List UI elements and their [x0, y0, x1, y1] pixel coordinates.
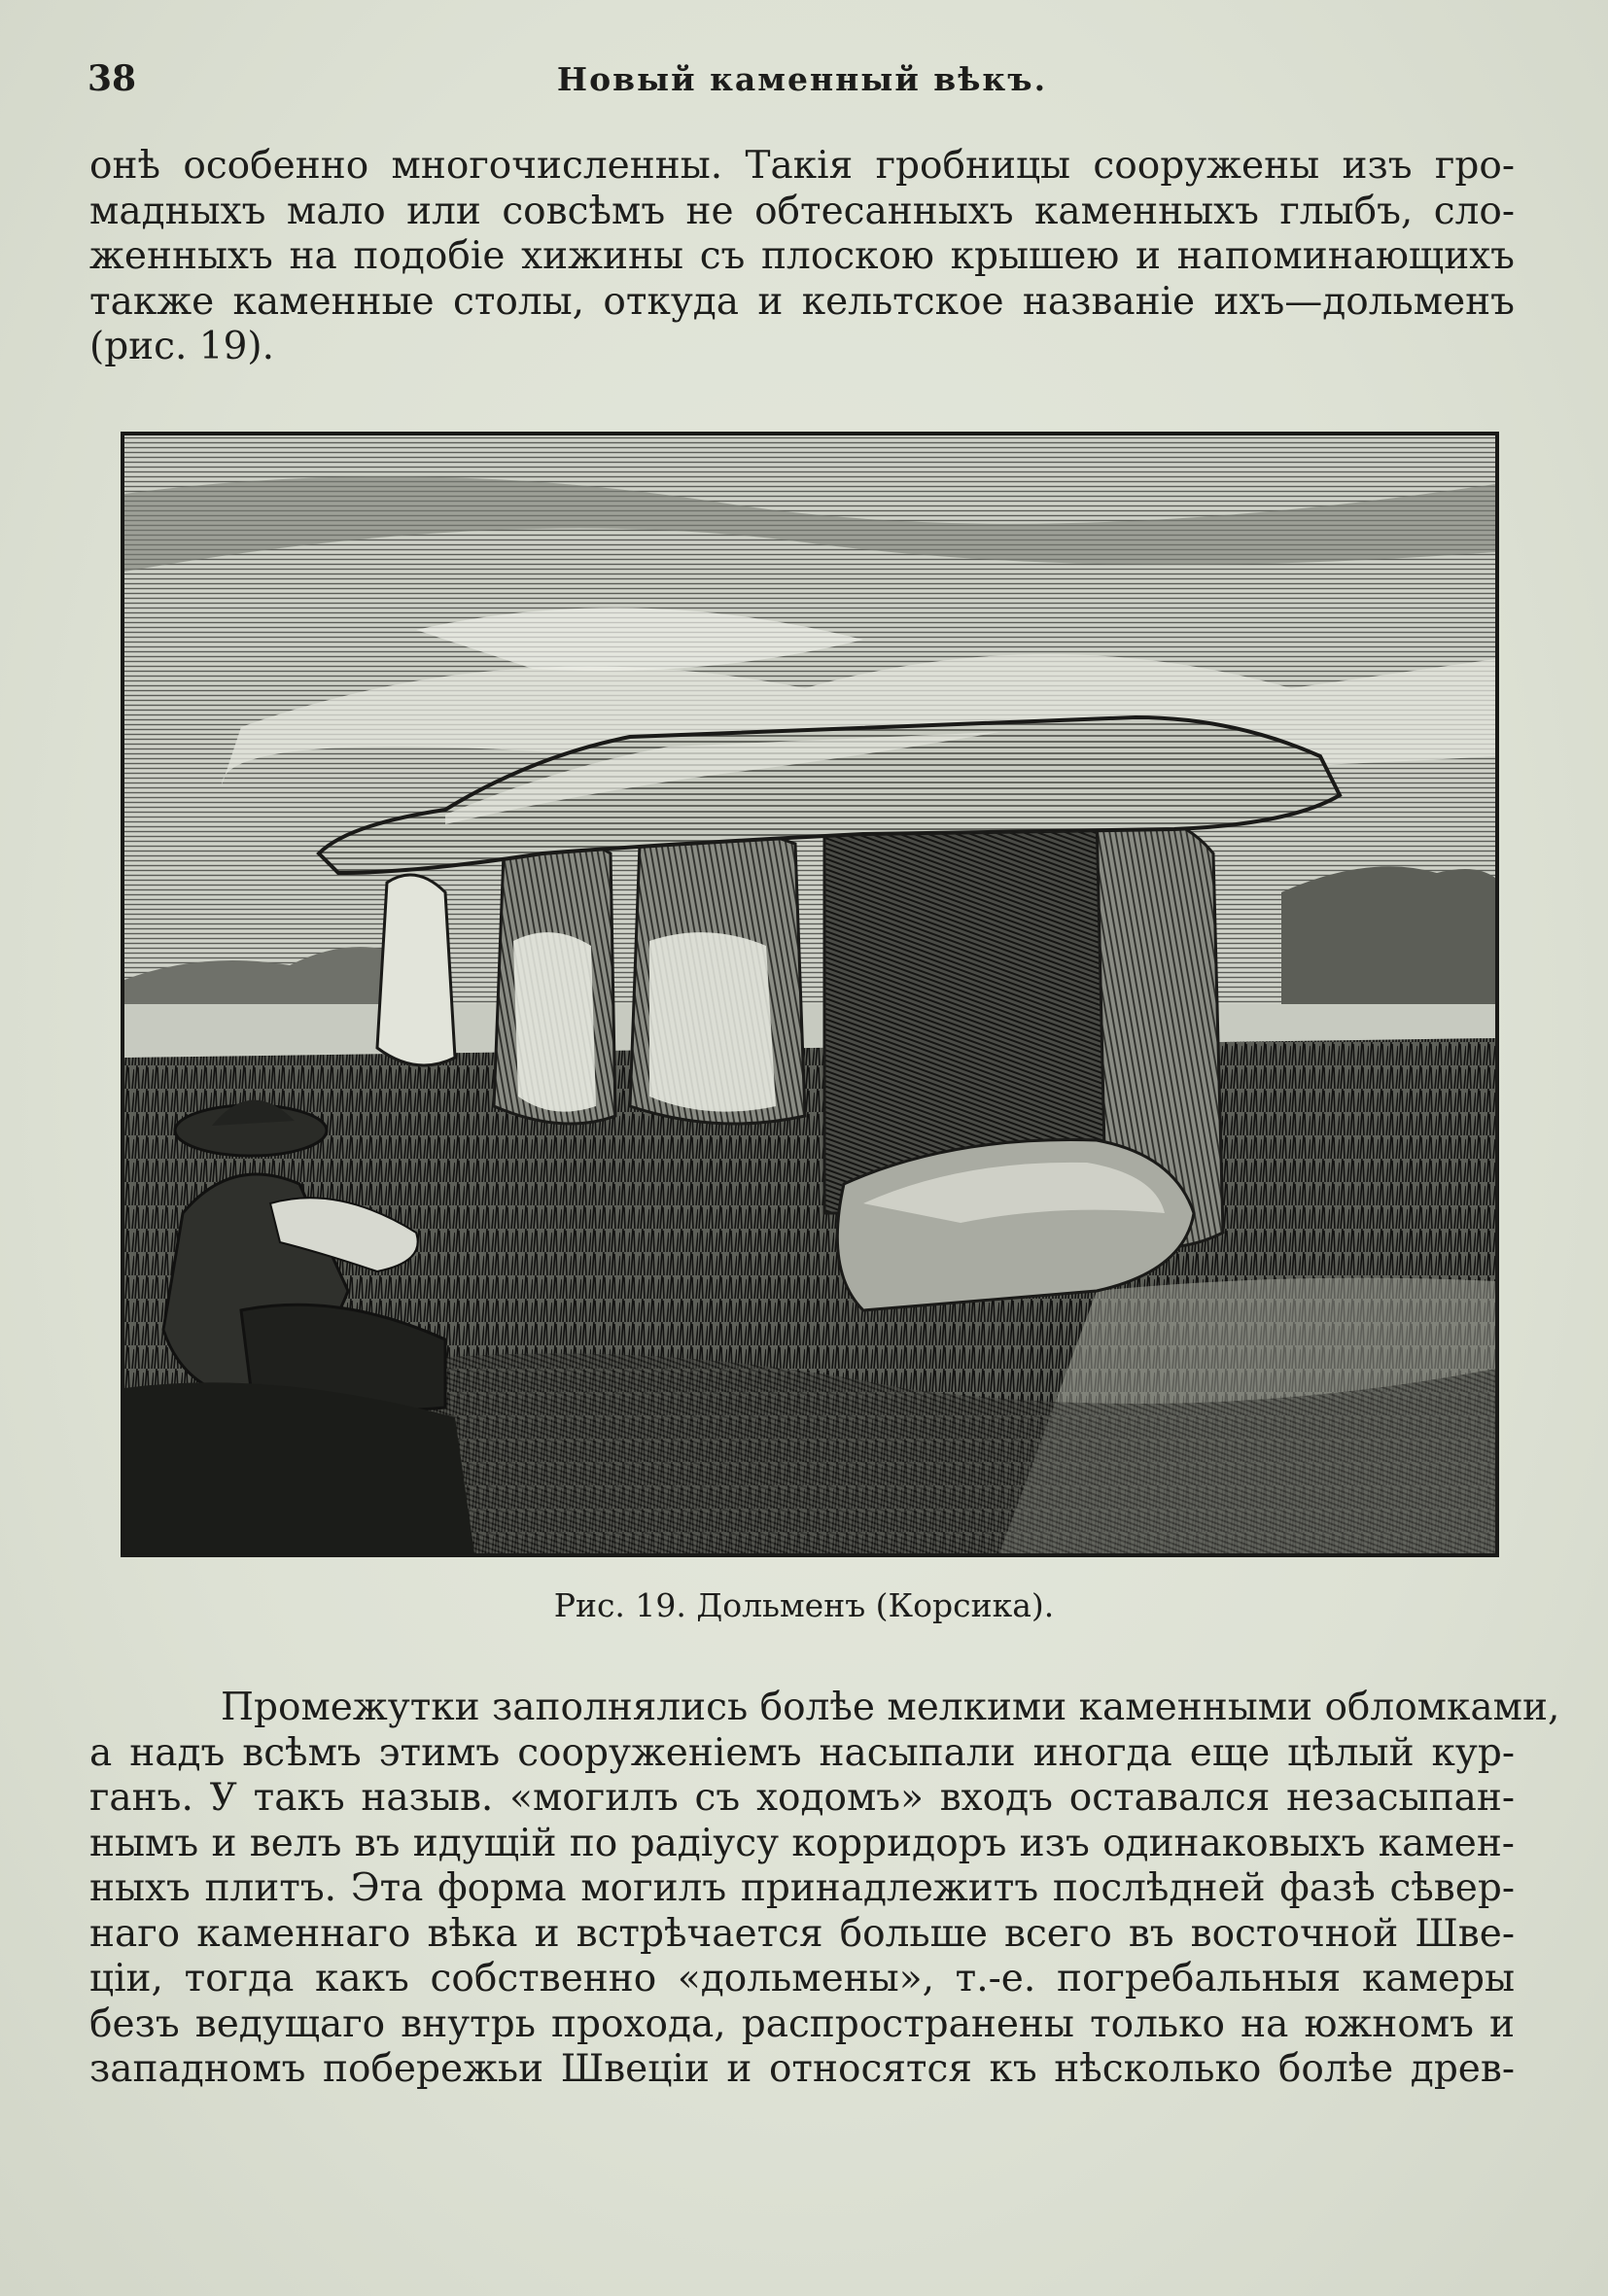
text-line: также каменные столы, откуда и кельтское названіе ихъ—дольменъ [89, 279, 1515, 324]
text-line: безъ ведущаго внутрь прохода, распространены только на южномъ и [89, 2001, 1515, 2046]
text-line: (рис. 19). [89, 325, 275, 368]
engraving-illustration [124, 435, 1495, 1553]
dolmen-engraving [121, 432, 1499, 1557]
text-line: ціи, тогда какъ собственно «дольмены», т.-е. погребальныя камеры [89, 1957, 1515, 2000]
top-paragraph [89, 144, 1515, 370]
text-line: наго каменнаго вѣка и встрѣчается больше всего въ восточной Шве- [89, 1911, 1515, 1956]
running-head: Новый каменный вѣкъ. [556, 60, 1048, 98]
text-line: ныхъ плитъ. Эта форма могилъ принадлежитъ послѣдней фазѣ сѣвер- [89, 1866, 1515, 1910]
support-stone [377, 875, 455, 1065]
page-number: 38 [87, 58, 137, 99]
text-line: западномъ побережьи Швеціи и относятся къ нѣсколько болѣе древ- [89, 2047, 1515, 2091]
text-line: Промежутки заполнялись болѣе мелкими каменными обломками, [221, 1686, 1560, 1729]
text-line: онѣ особенно многочисленны. Такія гробницы сооружены изъ гро- [89, 144, 1515, 188]
text-line: женныхъ на подобіе хижины съ плоскою крышею и напоминающихъ [89, 234, 1515, 278]
figure-caption: Рис. 19. Дольменъ (Корсика). [553, 1586, 1055, 1624]
text-line: мадныхъ мало или совсѣмъ не обтесанныхъ каменныхъ глыбъ, сло- [89, 189, 1515, 233]
text-line: нымъ и велъ въ идущій по радіусу корридоръ изъ одинаковыхъ камен- [89, 1821, 1515, 1865]
text-line: ганъ. У такъ назыв. «могилъ съ ходомъ» входъ оставался незасыпан- [89, 1776, 1515, 1820]
page-header [87, 58, 1517, 107]
bottom-paragraph [89, 1686, 1560, 2093]
text-line: а надъ всѣмъ этимъ сооруженіемъ насыпали иногда еще цѣлый кур- [89, 1730, 1515, 1775]
